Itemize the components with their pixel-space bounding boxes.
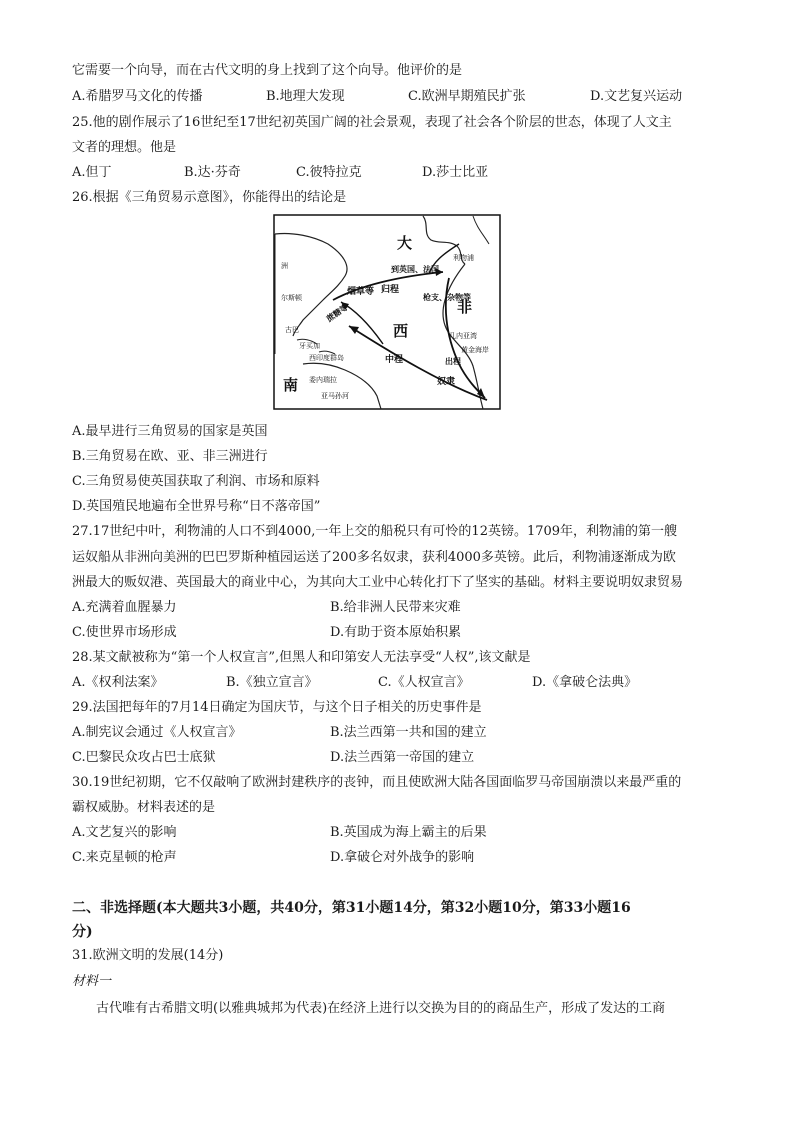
label-zhou: 洲 xyxy=(281,262,288,270)
q27-stem-line2: 运奴船从非洲向美洲的巴巴罗斯种植园运送了200多名奴隶，获利4000多英镑。此后，利物浦逐渐成为欧 xyxy=(72,550,676,565)
q27-option-d: D.有助于资本原始积累 xyxy=(330,625,462,640)
q26-stem: 26.根据《三角贸易示意图》，你能得出的结论是 xyxy=(72,190,347,205)
label-nan: 南 xyxy=(283,376,299,394)
label-nuli: 奴隶 xyxy=(437,377,456,387)
q24-option-b: B.地理大发现 xyxy=(266,89,345,104)
q25-option-a: A.但丁 xyxy=(72,165,112,180)
q27-option-b: B.给非洲人民带来灾难 xyxy=(330,600,461,615)
q30-stem-line2: 霸权威胁。材料表述的是 xyxy=(72,800,216,815)
label-yancao: 烟草等 xyxy=(347,287,375,297)
label-xiyindu: 西印度群岛 xyxy=(309,354,344,362)
q31-title: 31.欧洲文明的发展(14分) xyxy=(72,948,224,963)
q30-option-b: B.英国成为海上霸主的后果 xyxy=(330,825,487,840)
q30-stem-line1: 30.19世纪初期，它不仅敲响了欧洲封建秩序的丧钟，而且使欧洲大陆各国面临罗马帝国崩溃以来最严重的 xyxy=(72,775,682,790)
triangle-trade-map xyxy=(273,214,501,410)
q26-option-d: D.英国殖民地遍布全世界号称“日不落帝国” xyxy=(72,499,321,514)
q27-option-a: A.充满着血腥暴力 xyxy=(72,600,177,615)
label-huangjin: 黄金海岸 xyxy=(461,346,489,354)
q28-option-d: D.《拿破仑法典》 xyxy=(532,675,638,690)
q26-option-a: A.最早进行三角贸易的国家是英国 xyxy=(72,424,268,439)
q30-option-c: C.来克星顿的枪声 xyxy=(72,850,177,865)
q29-option-d: D.法兰西第一帝国的建立 xyxy=(330,750,475,765)
label-weineiruila: 委内瑞拉 xyxy=(309,376,337,384)
q28-option-a: A.《权利法案》 xyxy=(72,675,164,690)
label-jineiya: 几内亚湾 xyxy=(449,332,477,340)
label-xi: 西 xyxy=(393,322,409,340)
label-chucheng: 出程 xyxy=(445,357,461,366)
label-guba: 古巴 xyxy=(285,326,299,334)
section2-heading-line2: 分) xyxy=(72,924,93,940)
label-yamaijia: 牙买加 xyxy=(299,342,320,350)
q25-stem-line2: 文者的理想。他是 xyxy=(72,140,177,155)
q25-option-b: B.达·芬奇 xyxy=(184,165,241,180)
label-guns: 枪支、杂物等 xyxy=(423,293,471,302)
q29-option-b: B.法兰西第一共和国的建立 xyxy=(330,725,487,740)
label-ersidun: 尔斯顿 xyxy=(281,294,302,302)
q28-option-c: C.《人权宣言》 xyxy=(378,675,470,690)
label-liwu: 利物浦 xyxy=(453,254,474,262)
material1-text: 古代唯有古希腊文明(以雅典城邦为代表)在经济上进行以交换为目的的商品生产，形成了发达的工商 xyxy=(96,1001,666,1016)
q25-option-d: D.莎士比亚 xyxy=(422,165,489,180)
section2-heading-line1: 二、非选择题(本大题共3小题，共40分，第31小题14分，第32小题10分，第33小题16 xyxy=(72,900,631,916)
label-sugar: 蔗糖等 xyxy=(324,302,350,324)
q27-option-c: C.使世界市场形成 xyxy=(72,625,177,640)
label-zhongcheng: 中程 xyxy=(385,355,404,365)
q24-option-a: A.希腊罗马文化的传播 xyxy=(72,89,203,104)
q26-option-b: B.三角贸易在欧、亚、非三洲进行 xyxy=(72,449,268,464)
q25-option-c: C.彼特拉克 xyxy=(296,165,362,180)
q28-stem: 28.某文献被称为“第一个人权宣言”,但黑人和印第安人无法享受“人权”,该文献是 xyxy=(72,650,531,665)
q24-option-d: D.文艺复兴运动 xyxy=(590,89,683,104)
q29-option-c: C.巴黎民众攻占巴士底狱 xyxy=(72,750,216,765)
q29-option-a: A.制宪议会通过《人权宣言》 xyxy=(72,725,242,740)
material1-label: 材料一 xyxy=(72,974,112,989)
q30-option-a: A.文艺复兴的影响 xyxy=(72,825,177,840)
label-yamasun: 亚马孙河 xyxy=(321,392,349,400)
label-fei: 非 xyxy=(457,298,473,316)
q26-option-c: C.三角贸易使英国获取了利润、市场和原料 xyxy=(72,474,320,489)
label-to-uk-fr: 到英国、法国 xyxy=(391,265,439,274)
label-da: 大 xyxy=(397,234,413,252)
q28-option-b: B.《独立宣言》 xyxy=(226,675,318,690)
question-24-stem-end: 它需要一个向导，而在古代文明的身上找到了这个向导。他评价的是 xyxy=(72,63,463,78)
q27-stem-line3: 洲最大的贩奴港、英国最大的商业中心，为其向大工业中心转化打下了坚实的基础。材料主要说明奴隶贸易 xyxy=(72,575,684,590)
q27-stem-line1: 27.17世纪中叶，利物浦的人口不到4000,一年上交的船税只有可怜的12英镑。1709年，利物浦的第一艘 xyxy=(72,524,678,539)
q29-stem: 29.法国把每年的7月14日确定为国庆节，与这个日子相关的历史事件是 xyxy=(72,700,482,715)
q30-option-d: D.拿破仑对外战争的影响 xyxy=(330,850,475,865)
q24-option-c: C.欧洲早期殖民扩张 xyxy=(408,89,526,104)
label-guicheng: 归程 xyxy=(381,285,400,295)
q25-stem-line1: 25.他的剧作展示了16世纪至17世纪初英国广阔的社会景观，表现了社会各个阶层的世态，体现了人文主 xyxy=(72,115,672,130)
